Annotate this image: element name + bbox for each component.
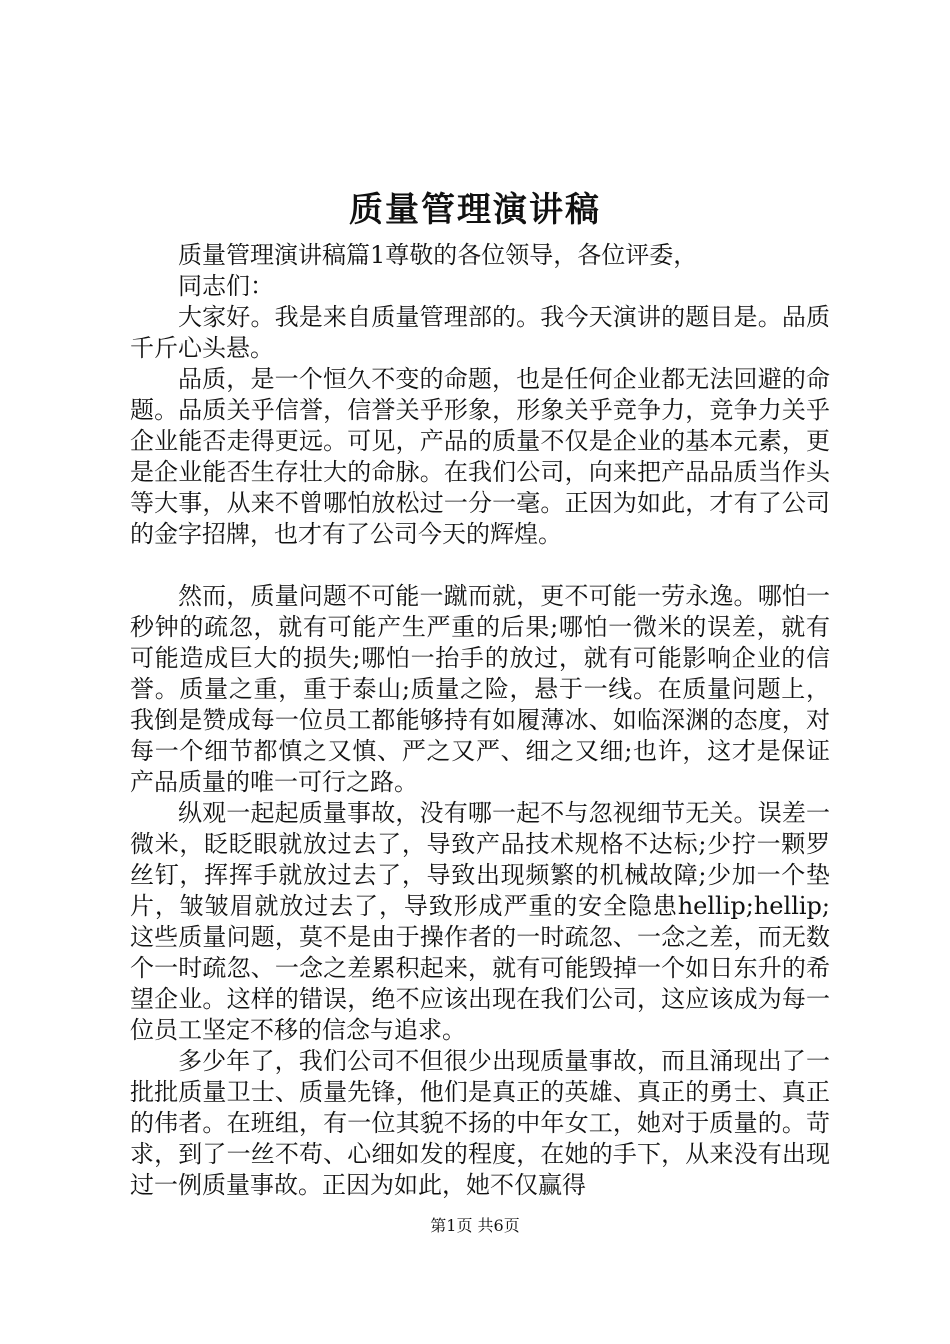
paragraph-4: 品质，是一个恒久不变的命题，也是任何企业都无法回避的命题。品质关乎信誉，信誉关乎形象，形象关乎竞争力，竞争力关乎企业能否走得更远。可见，产品的质量不仅是企业的基本元素，更是企业能否生存壮大的命脉。在我们公司，向来把产品品质当作头等大事，从来不曾哪怕放松过一分一毫。正因为如此，才有了公司的金字招牌，也才有了公司今天的辉煌。 — [130, 365, 830, 548]
document-title: 质量管理演讲稿 — [349, 190, 601, 230]
paragraph-5: 然而，质量问题不可能一蹴而就，更不可能一劳永逸。哪怕一秒钟的疏忽，就有可能产生严重的后果;哪怕一微米的误差，就有可能造成巨大的损失;哪怕一抬手的放过，就有可能影响企业的信誉。质量之重，重于泰山;质量之险，悬于一线。在质量问题上，我倒是赞成每一位员工都能够持有如履薄冰、如临深渊的态度，对每一个细节都慎之又慎、严之又严、细之又细;也许，这才是保证产品质量的唯一可行之路。 — [130, 582, 830, 796]
paragraph-2: 同志们： — [178, 272, 274, 300]
page-footer: 第1页 共6页 — [430, 1216, 520, 1235]
paragraph-1: 质量管理演讲稿篇1尊敬的各位领导，各位评委， — [178, 241, 698, 269]
paragraph-3: 大家好。我是来自质量管理部的。我今天演讲的题目是。品质千斤心头悬。 — [130, 303, 830, 362]
document-body — [130, 240, 830, 1201]
paragraph-6: 纵观一起起质量事故，没有哪一起不与忽视细节无关。误差一微米，眨眨眼就放过去了，导致产品技术规格不达标;少拧一颗罗丝钉，挥挥手就放过去了，导致出现频繁的机械故障;少加一个垫片，皱皱眉就放过去了，导致形成严重的安全隐患hellip;hellip;这些质量问题，莫不是由于操作者的一时疏忽、一念之差，而无数个一时疏忽、一念之差累积起来，就有可能毁掉一个如日东升的希望企业。这样的错误，绝不应该出现在我们公司，这应该成为每一位员工坚定不移的信念与追求。 — [130, 799, 830, 1044]
paragraph-7: 多少年了，我们公司不但很少出现质量事故，而且涌现出了一批批质量卫士、质量先锋，他们是真正的英雄、真正的勇士、真正的伟者。在班组，有一位其貌不扬的中年女工，她对于质量的。苛求，到了一丝不苟、心细如发的程度，在她的手下，从来没有出现过一例质量事故。正因为如此，她不仅赢得 — [130, 1047, 830, 1199]
